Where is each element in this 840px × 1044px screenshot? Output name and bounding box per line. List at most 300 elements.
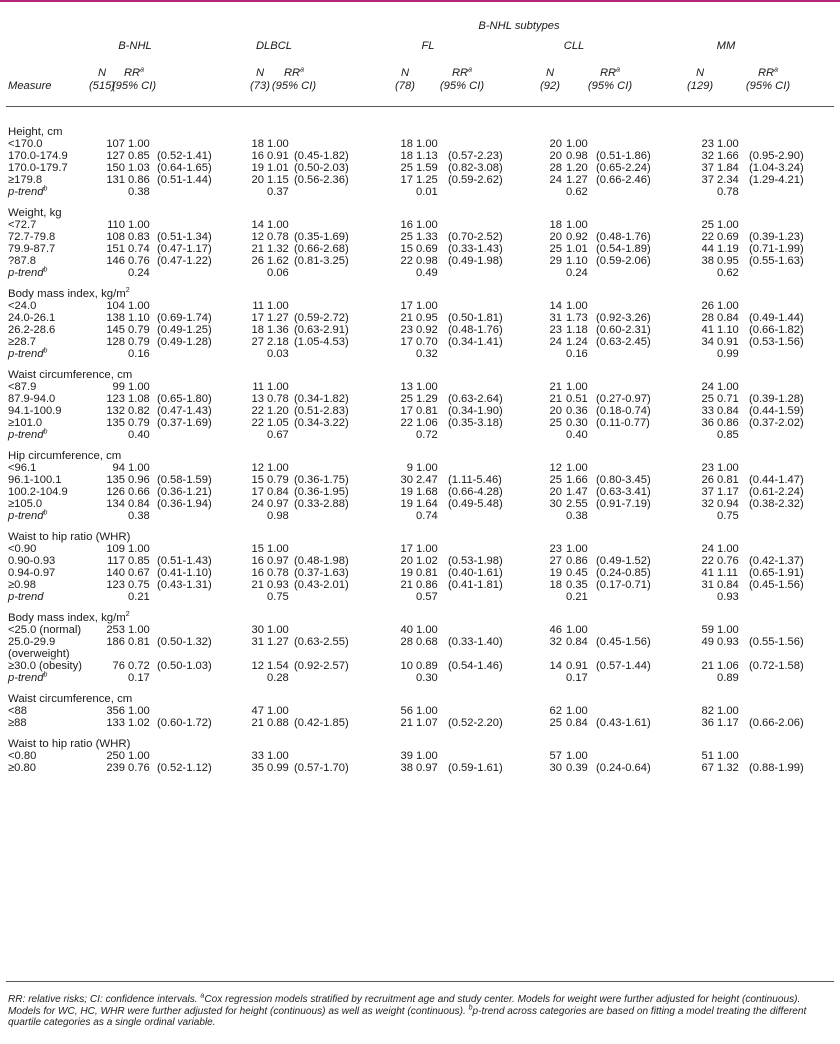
- rr-value: 0.21: [566, 591, 588, 603]
- n-value: 19: [549, 567, 562, 579]
- n-value: 22: [400, 417, 413, 429]
- n-value: 25: [400, 162, 413, 174]
- rr-value: 0.28: [267, 672, 289, 684]
- rr-value: 0.84: [128, 498, 150, 510]
- n-value: 22: [701, 231, 714, 243]
- ci-value: (0.63-3.41): [596, 486, 651, 498]
- measure-label: ≥179.8: [8, 174, 43, 186]
- rr-value: 0.72: [128, 660, 150, 672]
- n-value: 94: [112, 462, 125, 474]
- rr-value: 0.86: [717, 417, 739, 429]
- n-value: 21: [400, 312, 413, 324]
- rr-value: 0.39: [566, 762, 588, 774]
- ci-value: (0.17-0.71): [596, 579, 651, 591]
- n-value: 134: [106, 498, 125, 510]
- rr-value: 0.74: [128, 243, 150, 255]
- n-value: 25: [400, 393, 413, 405]
- rr-value: 1.17: [717, 486, 739, 498]
- rr-value: 0.82: [128, 405, 150, 417]
- rr-value: 0.91: [267, 150, 289, 162]
- ci-header: (95% CI): [745, 80, 791, 92]
- ci-value: (0.36-1.21): [157, 486, 212, 498]
- ci-value: (1.05-4.53): [294, 336, 349, 348]
- n-value: 151: [106, 243, 125, 255]
- ci-value: (0.33-2.88): [294, 498, 349, 510]
- rr-value: 0.76: [128, 255, 150, 267]
- rr-value: 0.84: [566, 717, 588, 729]
- rr-value: 0.98: [416, 255, 438, 267]
- rr-value: 1.00: [566, 219, 588, 231]
- measure-label: 25.0-29.9: [8, 636, 56, 648]
- ci-header: (95% CI): [439, 80, 485, 92]
- rr-value: 0.21: [128, 591, 150, 603]
- section-heading: Height, cm: [8, 126, 63, 138]
- rr-value: 1.00: [566, 381, 588, 393]
- rr-value: 0.78: [717, 186, 739, 198]
- ci-value: (0.49-5.48): [448, 498, 503, 510]
- n-value: 133: [106, 717, 125, 729]
- rr-value: 0.93: [717, 591, 739, 603]
- ci-value: (0.49-1.52): [596, 555, 651, 567]
- rr-value: 1.00: [717, 705, 739, 717]
- ci-value: (0.50-1.81): [448, 312, 503, 324]
- rr-value: 1.27: [267, 636, 289, 648]
- measure-label: p-trend$^b$: [8, 266, 48, 279]
- measure-label: ?87.8: [8, 255, 36, 267]
- ci-value: (0.43-2.01): [294, 579, 349, 591]
- n-value: 15: [400, 243, 413, 255]
- section-heading: Body mass index, $kg/m^2$: [8, 611, 130, 624]
- n-header: N: [695, 67, 705, 79]
- ci-value: (0.39-1.28): [749, 393, 804, 405]
- measure-label: p-trend$^b$: [8, 671, 48, 684]
- n-value: 12: [251, 660, 264, 672]
- rr-value: 1.00: [416, 138, 438, 150]
- measure-label: 0.94-0.97: [8, 567, 56, 579]
- n-value: 41: [701, 567, 714, 579]
- n-total: (73): [250, 80, 270, 92]
- rr-value: 0.84: [717, 579, 739, 591]
- n-total: (92): [540, 80, 560, 92]
- measure-label: 96.1-100.1: [8, 474, 62, 486]
- n-value: 25: [549, 243, 562, 255]
- rr-value: 0.85: [717, 429, 739, 441]
- n-value: 30: [251, 624, 264, 636]
- n-value: 29: [549, 255, 562, 267]
- rr-value: 1.00: [717, 219, 739, 231]
- n-value: 24: [701, 543, 714, 555]
- ci-value: (0.81-3.25): [294, 255, 349, 267]
- rr-value: 1.25: [416, 174, 438, 186]
- rr-value: 0.78: [267, 231, 289, 243]
- n-value: 36: [701, 717, 714, 729]
- rr-value: 0.83: [128, 231, 150, 243]
- rr-value: 0.78: [267, 393, 289, 405]
- rr-value: 1.00: [566, 138, 588, 150]
- n-value: 131: [106, 174, 125, 186]
- ci-value: (0.53-1.56): [749, 336, 804, 348]
- ci-value: (0.66-4.28): [448, 486, 503, 498]
- n-value: 21: [549, 381, 562, 393]
- rr-value: 2.55: [566, 498, 588, 510]
- rr-value: 1.00: [717, 624, 739, 636]
- rr-value: 1.00: [717, 543, 739, 555]
- ci-value: (0.56-2.36): [294, 174, 349, 186]
- rr-value: 1.17: [717, 717, 739, 729]
- group-header: B-NHL: [118, 40, 152, 52]
- rr-value: 0.03: [267, 348, 289, 360]
- group-header: FL: [421, 40, 435, 52]
- rr-value: 1.02: [416, 555, 438, 567]
- ci-value: (0.37-2.02): [749, 417, 804, 429]
- n-value: 18: [251, 324, 264, 336]
- rr-value: 1.00: [128, 543, 150, 555]
- n-value: 46: [549, 624, 562, 636]
- bottom-rule: [6, 981, 834, 982]
- rr-value: 0.81: [128, 636, 150, 648]
- measure-label-sup: b: [43, 509, 48, 517]
- group-header: CLL: [563, 40, 585, 52]
- ci-value: (1.29-4.21): [749, 174, 804, 186]
- ci-value: (0.34-1.41): [448, 336, 503, 348]
- rr-value: 0.17: [128, 672, 150, 684]
- n-total: (78): [395, 80, 415, 92]
- rr-value: 1.54: [267, 660, 289, 672]
- rr-value: 0.51: [566, 393, 588, 405]
- n-value: 76: [112, 660, 125, 672]
- n-value: 13: [251, 393, 264, 405]
- rr-value: 1.11: [717, 567, 738, 579]
- rr-value: 0.84: [717, 312, 739, 324]
- ci-value: (0.24-0.64): [596, 762, 651, 774]
- rr-value: 1.20: [566, 162, 588, 174]
- rr-value: 0.89: [416, 660, 438, 672]
- measure-label-sup: b: [43, 347, 48, 355]
- n-value: 132: [106, 405, 125, 417]
- rr-header-sup: a: [140, 66, 145, 74]
- rr-value: 0.72: [416, 429, 438, 441]
- ci-value: (0.51-1.86): [596, 150, 651, 162]
- n-value: 30: [549, 498, 562, 510]
- n-value: 146: [106, 255, 125, 267]
- rr-value: 0.85: [128, 555, 150, 567]
- section-heading: Waist circumference, cm: [8, 369, 133, 381]
- rr-value: 0.93: [267, 579, 289, 591]
- rr-value: 1.36: [267, 324, 289, 336]
- measure-label: ≥88: [8, 717, 27, 729]
- rr-value: 0.01: [416, 186, 438, 198]
- n-value: 15: [251, 543, 264, 555]
- rr-value: 1.62: [267, 255, 289, 267]
- ci-value: (0.51-2.83): [294, 405, 349, 417]
- rr-value: 0.35: [566, 579, 588, 591]
- rr-value: 0.97: [267, 555, 289, 567]
- measure-label: p-trend$^b$: [8, 428, 48, 441]
- rr-value: 1.32: [267, 243, 289, 255]
- rr-value: 0.99: [717, 348, 739, 360]
- ci-value: (0.66-2.68): [294, 243, 349, 255]
- n-value: 10: [400, 660, 413, 672]
- n-value: 135: [106, 417, 125, 429]
- ci-value: (0.45-1.82): [294, 150, 349, 162]
- ci-value: (0.49-1.28): [157, 336, 212, 348]
- ci-value: (0.49-1.44): [749, 312, 804, 324]
- n-value: 17: [400, 543, 413, 555]
- rr-value: 1.00: [267, 138, 289, 150]
- ci-value: (0.55-1.56): [749, 636, 804, 648]
- group-header: MM: [716, 40, 736, 52]
- ci-value: (1.04-3.24): [749, 162, 804, 174]
- n-value: 107: [106, 138, 125, 150]
- measure-label: <24.0: [8, 300, 37, 312]
- rr-value: 0.16: [566, 348, 588, 360]
- ci-value: (0.36-1.95): [294, 486, 349, 498]
- n-value: 356: [106, 705, 125, 717]
- n-value: 26: [701, 300, 714, 312]
- n-value: 23: [400, 324, 413, 336]
- n-value: 25: [549, 717, 562, 729]
- rr-value: 0.30: [416, 672, 438, 684]
- ci-value: (0.44-1.47): [749, 474, 804, 486]
- ci-value: (0.64-1.65): [157, 162, 212, 174]
- rr-value: 1.00: [717, 462, 739, 474]
- rr-value: 1.00: [416, 381, 438, 393]
- measure-label: <88: [8, 705, 27, 717]
- measure-label: ≥0.98: [8, 579, 36, 591]
- n-value: 123: [106, 579, 125, 591]
- n-value: 32: [701, 150, 714, 162]
- rr-value: 0.45: [566, 567, 588, 579]
- n-value: 59: [701, 624, 714, 636]
- n-value: 17: [400, 174, 413, 186]
- measure-label: 26.2-28.6: [8, 324, 56, 336]
- n-value: 23: [549, 324, 562, 336]
- rr-value: 0.94: [717, 498, 739, 510]
- n-value: 37: [701, 174, 714, 186]
- ci-value: (0.37-1.63): [294, 567, 349, 579]
- ci-value: (0.18-0.74): [596, 405, 651, 417]
- n-value: 150: [106, 162, 125, 174]
- ci-value: (0.51-1.43): [157, 555, 212, 567]
- n-value: 23: [549, 543, 562, 555]
- measure-label: 79.9-87.7: [8, 243, 56, 255]
- rr-value: 0.95: [416, 312, 438, 324]
- rr-header-sup: a: [774, 66, 779, 74]
- n-value: 31: [251, 636, 264, 648]
- section-heading: Waist to hip ratio (WHR): [8, 738, 131, 750]
- rr-value: 1.02: [128, 717, 150, 729]
- ci-header: (95% CI): [271, 80, 317, 92]
- n-value: 12: [251, 231, 264, 243]
- n-value: 31: [549, 312, 562, 324]
- rr-header: $RR^a$: [757, 66, 779, 79]
- n-value: 126: [106, 486, 125, 498]
- n-value: 19: [251, 162, 264, 174]
- n-total: (129): [686, 80, 714, 92]
- rr-value: 1.29: [416, 393, 438, 405]
- ci-value: (0.59-2.72): [294, 312, 349, 324]
- rr-value: 1.66: [717, 150, 739, 162]
- ci-value: (0.34-1.82): [294, 393, 349, 405]
- n-value: 12: [251, 462, 264, 474]
- ci-value: (0.65-1.80): [157, 393, 212, 405]
- n-value: 17: [400, 405, 413, 417]
- n-value: 11: [252, 381, 264, 393]
- ci-value: (0.66-2.46): [596, 174, 651, 186]
- n-value: 33: [701, 405, 714, 417]
- ci-value: (0.63-2.55): [294, 636, 349, 648]
- n-value: 140: [106, 567, 125, 579]
- section-heading: Body mass index, $kg/m^2$: [8, 287, 130, 300]
- rr-value: 0.81: [717, 474, 739, 486]
- n-value: 250: [106, 750, 125, 762]
- n-value: 15: [251, 474, 264, 486]
- rr-value: 0.40: [128, 429, 150, 441]
- n-value: 21: [400, 579, 413, 591]
- section-heading-sup: 2: [125, 287, 130, 295]
- ci-value: (0.51-1.34): [157, 231, 212, 243]
- ci-value: (0.51-1.44): [157, 174, 212, 186]
- rr-value: 0.88: [267, 717, 289, 729]
- rr-value: 1.05: [267, 417, 289, 429]
- n-value: 21: [251, 717, 264, 729]
- n-value: 20: [549, 231, 562, 243]
- ci-value: (0.37-1.69): [157, 417, 212, 429]
- rr-value: 0.57: [416, 591, 438, 603]
- rr-header: $RR^a$: [283, 66, 305, 79]
- n-value: 18: [251, 138, 264, 150]
- ci-header: (95% CI): [111, 80, 157, 92]
- ci-value: (0.40-1.61): [448, 567, 503, 579]
- n-value: 16: [251, 567, 264, 579]
- rr-value: 1.00: [717, 138, 739, 150]
- rr-value: 0.97: [267, 498, 289, 510]
- rr-value: 0.40: [566, 429, 588, 441]
- n-value: 31: [701, 579, 714, 591]
- n-value: 22: [251, 405, 264, 417]
- rr-value: 1.00: [128, 219, 150, 231]
- rr-header: $RR^a$: [123, 66, 145, 79]
- ci-value: (0.54-1.89): [596, 243, 651, 255]
- rr-value: 0.79: [128, 417, 150, 429]
- n-value: 34: [701, 336, 714, 348]
- n-value: 104: [106, 300, 125, 312]
- ci-value: (0.27-0.97): [596, 393, 651, 405]
- rr-value: 1.00: [566, 462, 588, 474]
- rr-value: 0.49: [416, 267, 438, 279]
- ci-value: (0.65-2.24): [596, 162, 651, 174]
- measure-label: 72.7-79.8: [8, 231, 56, 243]
- rr-value: 0.92: [416, 324, 438, 336]
- rr-value: 1.00: [128, 705, 150, 717]
- rr-value: 1.00: [416, 705, 438, 717]
- ci-value: (0.47-1.43): [157, 405, 212, 417]
- ci-value: (0.43-1.61): [596, 717, 651, 729]
- rr-value: 0.30: [566, 417, 588, 429]
- rr-value: 1.00: [416, 300, 438, 312]
- rr-header-sup: a: [468, 66, 473, 74]
- rr-value: 1.00: [416, 219, 438, 231]
- measure-label-sup: b: [43, 428, 48, 436]
- rr-value: 1.47: [566, 486, 588, 498]
- rr-value: 0.81: [416, 567, 438, 579]
- n-value: 18: [400, 150, 413, 162]
- n-value: 19: [400, 486, 413, 498]
- rr-header-sup: a: [616, 66, 621, 74]
- rr-value: 1.10: [566, 255, 588, 267]
- ci-value: (0.53-1.98): [448, 555, 503, 567]
- rr-value: 1.00: [566, 624, 588, 636]
- rr-value: 1.68: [416, 486, 438, 498]
- ci-value: (0.38-2.32): [749, 498, 804, 510]
- rr-value: 0.67: [267, 429, 289, 441]
- n-value: 20: [549, 405, 562, 417]
- rr-value: 1.32: [717, 762, 739, 774]
- ci-value: (0.47-1.22): [157, 255, 212, 267]
- rr-value: 1.00: [566, 750, 588, 762]
- rr-value: 1.00: [717, 300, 739, 312]
- rr-value: 1.00: [128, 462, 150, 474]
- rr-value: 1.03: [128, 162, 150, 174]
- rr-value: 1.00: [128, 624, 150, 636]
- n-value: 25: [549, 474, 562, 486]
- n-header: N: [255, 67, 265, 79]
- ci-value: (1.11-5.46): [448, 474, 502, 486]
- n-value: 14: [549, 660, 562, 672]
- ci-value: (0.36-1.75): [294, 474, 349, 486]
- ci-value: (0.41-1.10): [157, 567, 212, 579]
- rr-value: 1.07: [416, 717, 438, 729]
- ci-value: (0.60-1.72): [157, 717, 212, 729]
- measure-label: p-trend$^b$: [8, 347, 48, 360]
- n-value: 9: [406, 462, 413, 474]
- rr-value: 1.00: [267, 750, 289, 762]
- ci-value: (0.45-1.56): [596, 636, 651, 648]
- n-value: 37: [701, 162, 714, 174]
- n-value: 25: [701, 393, 714, 405]
- rr-value: 0.95: [717, 255, 739, 267]
- n-value: 18: [549, 579, 562, 591]
- n-value: 38: [400, 762, 413, 774]
- n-value: 23: [701, 138, 714, 150]
- rr-value: 1.00: [416, 543, 438, 555]
- ci-value: (0.70-2.52): [448, 231, 503, 243]
- n-value: 145: [106, 324, 125, 336]
- rr-value: 2.47: [416, 474, 438, 486]
- n-value: 22: [400, 255, 413, 267]
- n-value: 28: [549, 162, 562, 174]
- ci-value: (0.80-3.45): [596, 474, 651, 486]
- n-value: 99: [112, 381, 125, 393]
- rr-header: $RR^a$: [599, 66, 621, 79]
- rr-value: 0.89: [717, 672, 739, 684]
- n-value: 20: [400, 555, 413, 567]
- ci-value: (0.35-1.69): [294, 231, 349, 243]
- rr-value: 0.99: [267, 762, 289, 774]
- measure-label: ≥28.7: [8, 336, 36, 348]
- n-value: 108: [106, 231, 125, 243]
- measure-label: <0.80: [8, 750, 37, 762]
- ci-value: (0.72-1.58): [749, 660, 804, 672]
- measure-label: <0.90: [8, 543, 37, 555]
- ci-value: (0.42-1.37): [749, 555, 804, 567]
- n-value: 14: [549, 300, 562, 312]
- n-value: 14: [251, 219, 264, 231]
- ci-value: (0.43-1.31): [157, 579, 212, 591]
- ci-value: (0.63-2.91): [294, 324, 349, 336]
- section-heading-sup: 2: [125, 611, 130, 619]
- rr-value: 1.19: [717, 243, 739, 255]
